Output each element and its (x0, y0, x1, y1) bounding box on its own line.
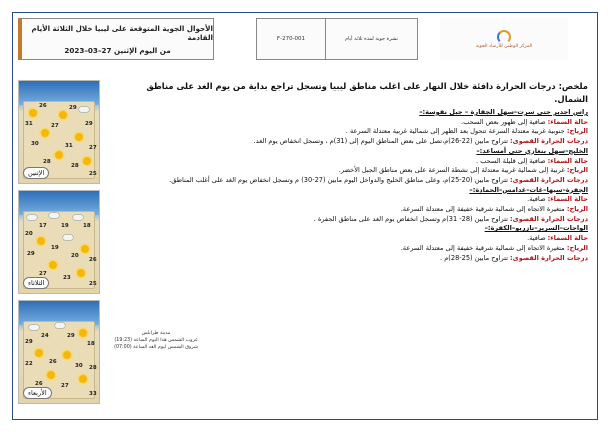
region-title: الخليج–سهل بنغازي حتى أمساعد:– (476, 146, 588, 155)
cloud-icon (27, 215, 37, 220)
center-name: المركز الوطني للأرصاد الجوية (475, 43, 533, 49)
map-temp: 27 (89, 145, 97, 151)
region-title: راس اجدير حتى سرت–سهل الجفارة – جبل نفوسة:– (419, 108, 588, 116)
map-temp: 22 (25, 361, 33, 367)
forecast-text (118, 80, 588, 263)
wind-value: متغيرة الاتجاه إلى شمالية شرقية خفيفة إلى معتدلة السرعة. (400, 243, 567, 252)
region-section (118, 186, 588, 225)
sunny-icon (81, 245, 89, 253)
sunny-icon (55, 151, 63, 159)
sunrise-time: شروق الشمس ليوم الغد الساعة (07:00) (114, 345, 198, 350)
header-title-line1: الأحوال الجوية المتوقعة على ليبيا خلال الثلاثة الأيام القادمة (31, 23, 213, 42)
map-day-label: الثلاثاء (23, 277, 49, 289)
sun-times-city: مدينة طرابلس (141, 331, 171, 336)
map-temp: 26 (35, 381, 43, 387)
map-temp: 33 (89, 391, 97, 397)
map-temp: 23 (63, 275, 71, 281)
center-logo (440, 18, 568, 60)
sky-label: حالة السماء: (547, 195, 588, 204)
temp-label: درجات الحرارة القصوى: (510, 214, 588, 223)
sunny-icon (75, 133, 83, 141)
region-title: الواحات–السرير–تازربو–الكفرة:– (484, 224, 588, 233)
cloud-icon (79, 107, 89, 112)
map-temp: 17 (39, 223, 47, 229)
sunset-time: غروب الشمس هذا اليوم الساعة (19:23) (114, 338, 198, 343)
wind-label: الرياح: (566, 205, 588, 214)
temp-label: درجات الحرارة القصوى: (510, 175, 588, 184)
sunny-icon (35, 349, 43, 357)
bulletin-type: نشرة جوية لمدة ثلاثة أيام (326, 18, 418, 60)
cloud-icon (29, 325, 39, 330)
region-section (118, 224, 588, 263)
map-temp: 20 (25, 231, 33, 237)
region-section (118, 147, 588, 186)
map-temp: 29 (67, 333, 75, 339)
sunny-icon (29, 109, 37, 117)
sky-label: حالة السماء: (547, 117, 588, 126)
map-temp: 26 (49, 359, 57, 365)
sky-value: صافية. (527, 234, 548, 243)
sunny-icon (63, 351, 71, 359)
cloud-icon (49, 213, 59, 218)
forecast-map-day2 (18, 190, 100, 294)
map-temp: 26 (39, 103, 47, 109)
forecast-map-day3 (18, 300, 100, 404)
header-title-line2: من اليوم الإثنين 27–03–2023 (64, 45, 171, 55)
wind-value: غربية إلى شمالية غربية معتدلة إلى نشطة السرعة على بعض مناطق الجبل الأخضر. (338, 166, 567, 175)
map-temp: 27 (61, 383, 69, 389)
map-temp: 29 (27, 251, 35, 257)
sky-value: صافية إلى ظهور بعض السحب. (461, 117, 548, 126)
sunny-icon (37, 237, 45, 245)
map-temp: 19 (61, 223, 69, 229)
wind-value: جنوبية غربية معتدلة السرعة تتحول بعد الظهر إلى شمالية غربية معتدلة السرعة . (345, 127, 567, 136)
temp-value: تتراوح مابين (25-28)م . (440, 253, 511, 262)
wind-label: الرياح: (566, 166, 588, 175)
map-temp: 18 (83, 223, 91, 229)
center-logo-icon (496, 30, 512, 40)
temp-label: درجات الحرارة القصوى: (510, 137, 588, 146)
sun-times (106, 330, 206, 351)
header (18, 18, 592, 60)
temp-label: درجات الحرارة القصوى: (510, 253, 588, 262)
cloud-icon (63, 235, 73, 240)
sky-label: حالة السماء: (547, 156, 588, 165)
region-section (118, 108, 588, 147)
map-temp: 28 (71, 163, 79, 169)
sky-value: صافية إلى قليلة السحب . (475, 156, 548, 165)
map-temp: 31 (65, 143, 73, 149)
map-temp: 30 (31, 141, 39, 147)
cloud-icon (73, 215, 83, 220)
map-temp: 28 (89, 365, 97, 371)
sky-label: حالة السماء: (547, 234, 588, 243)
map-temp: 20 (71, 253, 79, 259)
form-code: F-270-001 (256, 18, 326, 60)
map-temp: 30 (75, 363, 83, 369)
map-day-label: الإثنين (23, 167, 49, 179)
sunny-icon (49, 261, 57, 269)
map-temp: 26 (89, 257, 97, 263)
map-temp: 29 (69, 105, 77, 111)
map-temp: 24 (41, 333, 49, 339)
map-temp: 31 (25, 121, 33, 127)
map-temp: 25 (89, 281, 97, 287)
forecast-summary: ملخص: درجات الحرارة دافئة خلال النهار على اغلب مناطق ليبيا وتسجل تراجع بداية من يوم الغد على مناطق الشمال. (146, 81, 588, 104)
sunny-icon (79, 375, 87, 383)
sunny-icon (41, 129, 49, 137)
sunny-icon (47, 371, 55, 379)
map-temp: 28 (43, 159, 51, 165)
wind-label: الرياح: (566, 127, 588, 136)
sky-value: صافية. (527, 195, 548, 204)
temp-value: تتراوح مابين (22-26)م،تصل على بعض المناطق اليوم إلى (31)م ، وتسجل انخفاض يوم الغد. (253, 137, 511, 146)
sunny-icon (59, 111, 67, 119)
temp-value: تتراوح مابين (20-25)م، وعلى مناطق الخليج والدواخل اليوم مابين (27-30) م وتسجل انخفاض يوم الغد على أغلب المناطق. (169, 175, 511, 184)
map-temp: 29 (85, 121, 93, 127)
map-temp: 19 (51, 245, 59, 251)
map-temp: 25 (89, 171, 97, 177)
forecast-map-day1 (18, 80, 100, 184)
region-title: الجفرة–سبها–غات–غدامس–الحمادة:– (469, 185, 588, 194)
map-temp: 27 (39, 271, 47, 277)
sunny-icon (77, 269, 85, 277)
forecast-maps (18, 80, 100, 410)
cloud-icon (55, 323, 65, 328)
sunny-icon (83, 157, 91, 165)
wind-value: متغيرة الاتجاه إلى شمالية شرقية خفيفة إلى معتدلة السرعة. (400, 205, 567, 214)
map-temp: 18 (87, 341, 95, 347)
wind-label: الرياح: (566, 243, 588, 252)
map-temp: 27 (51, 123, 59, 129)
map-day-label: الأربعاء (23, 387, 52, 399)
temp-value: تتراوح مابين (28- 31)م وتسجل انخفاض يوم الغد على مناطق الجفرة . (313, 214, 511, 223)
map-temp: 29 (25, 339, 33, 345)
header-title-box (18, 18, 214, 60)
sunny-icon (79, 329, 87, 337)
